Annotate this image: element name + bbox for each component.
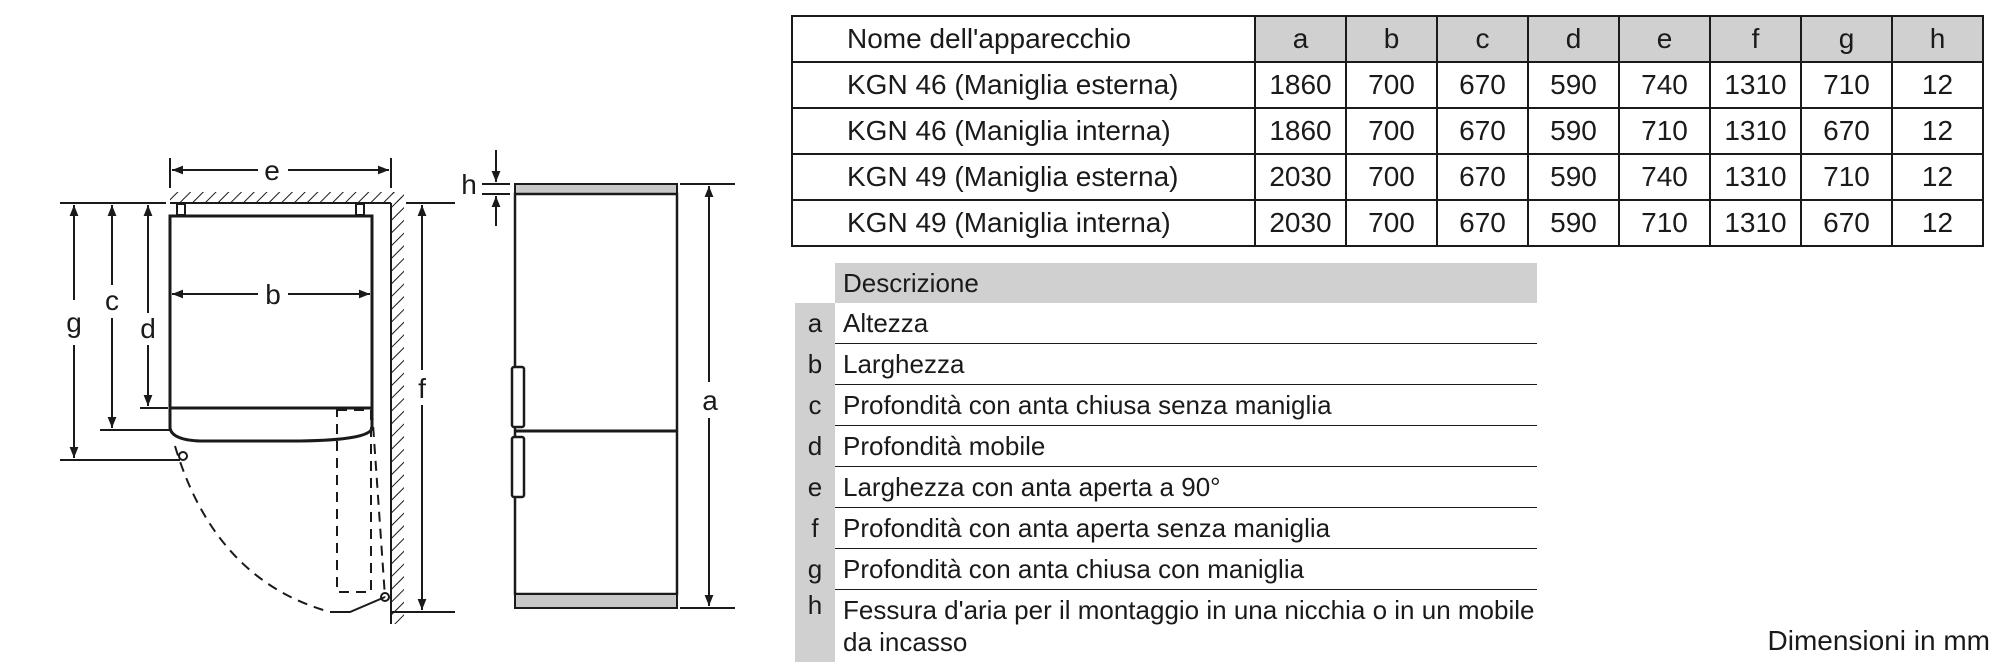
table-cell: 740 (1619, 154, 1710, 200)
legend-text: Altezza (835, 303, 1537, 344)
table-cell: 710 (1801, 62, 1892, 108)
legend-text: Profondità mobile (835, 426, 1537, 467)
table-cell: 1860 (1255, 62, 1346, 108)
table-cell: 670 (1801, 200, 1892, 246)
table-cell: 700 (1346, 200, 1437, 246)
dimensions-table (791, 15, 1984, 247)
top-view (60, 158, 455, 624)
column-header: a (1255, 16, 1346, 62)
column-header: d (1528, 16, 1619, 62)
table-cell: 1310 (1710, 108, 1801, 154)
label-d: d (140, 313, 156, 344)
table-cell: 12 (1892, 108, 1983, 154)
column-header: b (1346, 16, 1437, 62)
table-cell: 700 (1346, 154, 1437, 200)
table-cell: 12 (1892, 200, 1983, 246)
label-h: h (461, 169, 477, 200)
legend-row (795, 426, 1537, 467)
rear-spacer-right (356, 204, 364, 215)
top-panel (515, 184, 677, 194)
door-swing-arc (175, 446, 330, 612)
table-cell: 590 (1528, 154, 1619, 200)
legend-key: e (795, 467, 835, 508)
units-note: Dimensioni in mm (1767, 625, 1990, 656)
table-cell: 12 (1892, 154, 1983, 200)
column-header-name: Nome dell'apparecchio (792, 16, 1255, 62)
label-c: c (105, 285, 119, 316)
table-cell: 590 (1528, 62, 1619, 108)
appliance-body (170, 216, 372, 408)
legend-key: a (795, 303, 835, 344)
label-f: f (418, 373, 426, 404)
model-name: KGN 49 (Maniglia esterna) (792, 154, 1255, 200)
table-cell: 1310 (1710, 62, 1801, 108)
label-e: e (264, 155, 280, 186)
lower-handle (512, 437, 524, 497)
table-cell: 670 (1437, 108, 1528, 154)
legend-row (795, 467, 1537, 508)
table-cell: 670 (1801, 108, 1892, 154)
legend-text: Profondità con anta aperta senza maniglia (835, 508, 1537, 549)
appliance-front (515, 194, 677, 594)
column-header: f (1710, 16, 1801, 62)
plinth (515, 594, 677, 608)
legend-header: Descrizione (835, 263, 1537, 303)
label-g: g (66, 307, 82, 338)
table-cell: 700 (1346, 62, 1437, 108)
model-name: KGN 46 (Maniglia interna) (792, 108, 1255, 154)
legend-row (795, 508, 1537, 549)
label-a: a (702, 385, 718, 416)
column-header: g (1801, 16, 1892, 62)
legend-header-row (795, 263, 1537, 303)
table-row (792, 62, 1983, 108)
door-open-edge (372, 410, 385, 597)
table-cell: 1310 (1710, 200, 1801, 246)
model-name: KGN 46 (Maniglia esterna) (792, 62, 1255, 108)
legend-row (795, 549, 1537, 590)
table-cell: 670 (1437, 154, 1528, 200)
model-name: KGN 49 (Maniglia interna) (792, 200, 1255, 246)
label-b: b (265, 279, 281, 310)
legend-row (795, 385, 1537, 426)
table-cell: 670 (1437, 200, 1528, 246)
table-cell: 710 (1619, 200, 1710, 246)
column-header: c (1437, 16, 1528, 62)
hinge-left (179, 452, 187, 460)
legend-key: d (795, 426, 835, 467)
rear-spacer-left (177, 204, 185, 215)
table-cell: 1860 (1255, 108, 1346, 154)
side-view (482, 150, 735, 608)
legend-row (795, 590, 1537, 663)
table-row (792, 200, 1983, 246)
table-cell: 12 (1892, 62, 1983, 108)
upper-handle (512, 367, 524, 427)
table-cell: 700 (1346, 108, 1437, 154)
column-header: e (1619, 16, 1710, 62)
legend-key: h (795, 590, 835, 663)
legend-key: f (795, 508, 835, 549)
table-header-row (792, 16, 1983, 62)
side-wall-hatching (392, 192, 404, 624)
table-row (792, 154, 1983, 200)
column-header: h (1892, 16, 1983, 62)
table-cell: 670 (1437, 62, 1528, 108)
legend-row (795, 303, 1537, 344)
table-cell: 2030 (1255, 154, 1346, 200)
table-cell: 590 (1528, 200, 1619, 246)
door-closed (170, 408, 372, 441)
table-cell: 710 (1801, 154, 1892, 200)
legend-table (795, 263, 1537, 662)
legend-text: Profondità con anta chiusa con maniglia (835, 549, 1537, 590)
legend-text: Larghezza con anta aperta a 90° (835, 467, 1537, 508)
legend-key: b (795, 344, 835, 385)
fridge-dimension-drawing (0, 0, 780, 667)
legend-text: Larghezza (835, 344, 1537, 385)
table-cell: 590 (1528, 108, 1619, 154)
legend-row (795, 344, 1537, 385)
legend-text: Profondità con anta chiusa senza maniglia (835, 385, 1537, 426)
back-wall-hatching (170, 192, 402, 202)
legend-key: g (795, 549, 835, 590)
door-open-handle (330, 597, 385, 612)
table-cell: 2030 (1255, 200, 1346, 246)
table-cell: 740 (1619, 62, 1710, 108)
legend-key: c (795, 385, 835, 426)
table-row (792, 108, 1983, 154)
legend-text: Fessura d'aria per il montaggio in una nicchia o in un mobile da incasso (843, 595, 1535, 657)
table-cell: 1310 (1710, 154, 1801, 200)
table-cell: 710 (1619, 108, 1710, 154)
